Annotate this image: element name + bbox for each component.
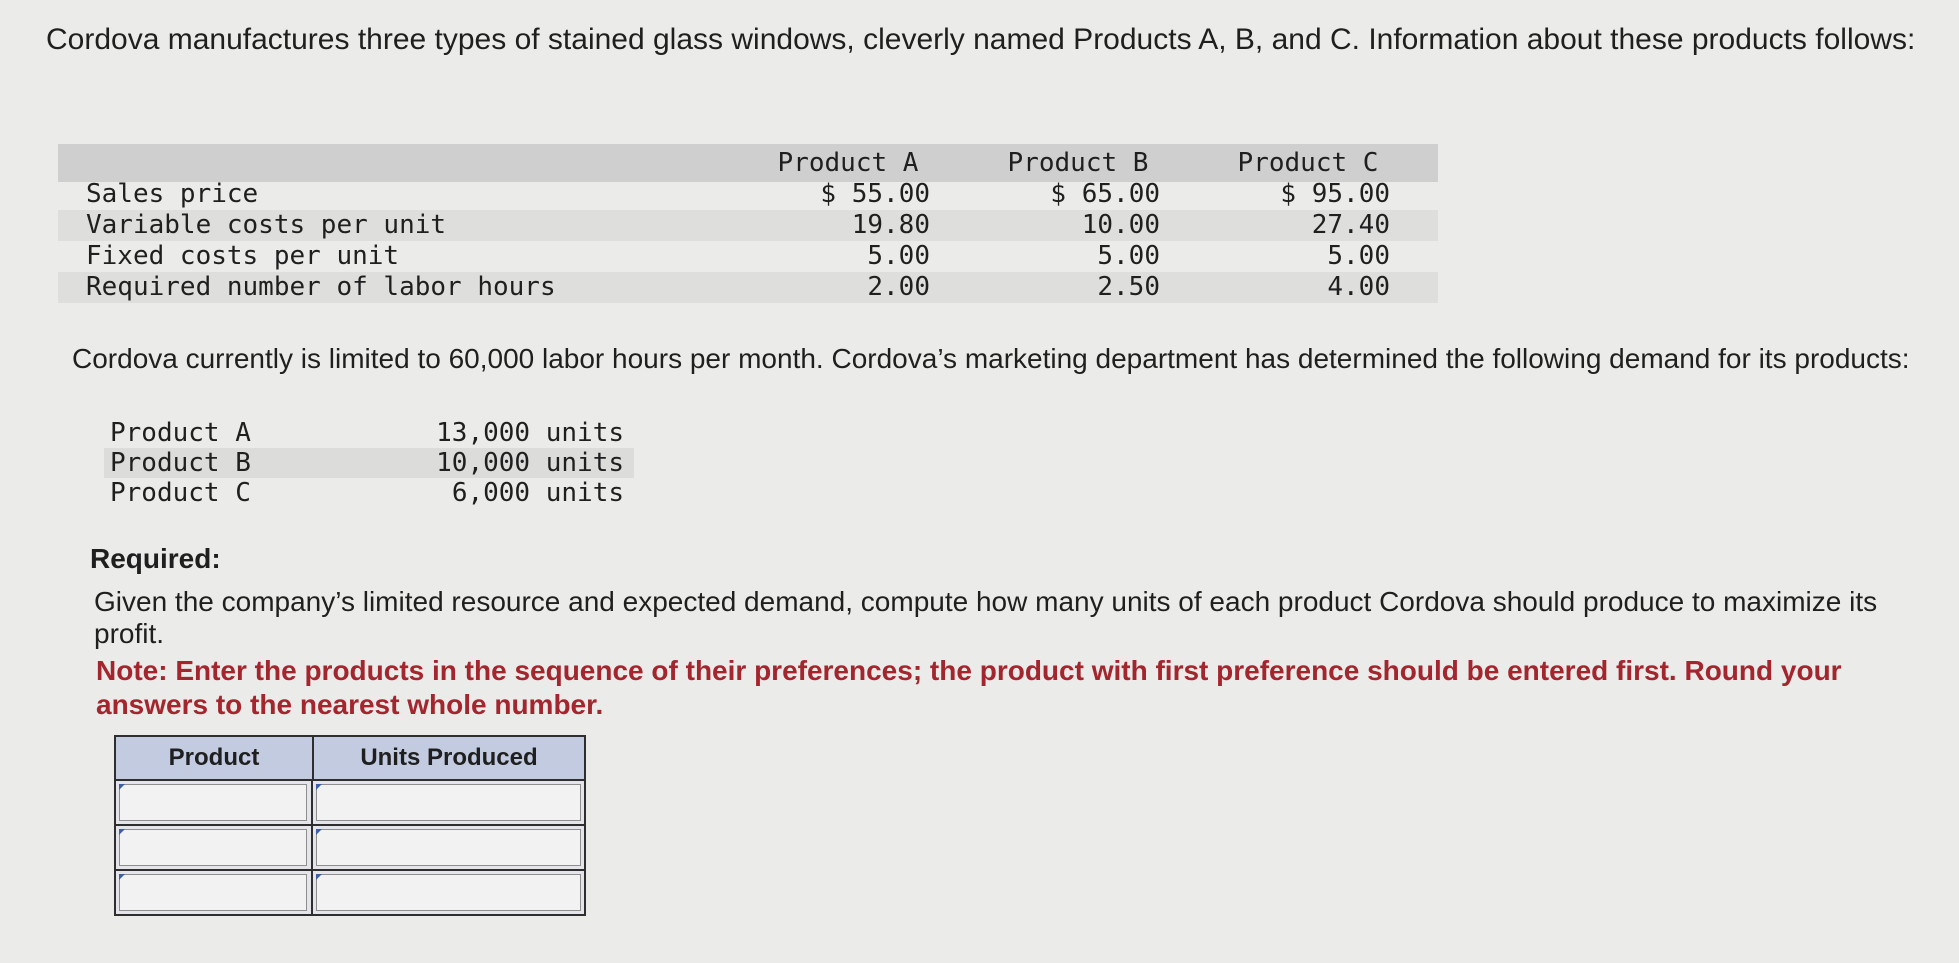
cell-value: $ 55.00 — [820, 179, 930, 209]
answer-table-header — [116, 737, 584, 781]
units-input-cell[interactable] — [316, 829, 581, 866]
row-label: Variable costs per unit — [86, 210, 447, 240]
dropdown-marker-icon — [119, 784, 125, 790]
demand-product: Product B — [110, 448, 251, 478]
column-divider — [311, 781, 313, 824]
cell-value: $ 95.00 — [1280, 179, 1390, 209]
dropdown-marker-icon — [316, 784, 322, 790]
units-input[interactable] — [317, 875, 580, 910]
product-input-cell[interactable] — [119, 874, 307, 911]
dropdown-marker-icon — [316, 874, 322, 880]
cell-value: 5.00 — [867, 241, 930, 271]
table-row — [58, 179, 1438, 210]
cell-value: 10.00 — [1081, 210, 1160, 240]
demand-units: 13,000 units — [436, 418, 624, 448]
column-header-product-b: Product B — [1007, 148, 1149, 178]
row-label: Required number of labor hours — [86, 272, 556, 302]
demand-table — [104, 418, 644, 508]
demand-product: Product A — [110, 418, 251, 448]
demand-row — [104, 478, 634, 508]
cell-value: 2.00 — [867, 272, 930, 302]
header-product: Product — [116, 737, 314, 779]
cell-value: 4.00 — [1327, 272, 1390, 302]
dropdown-marker-icon — [119, 829, 125, 835]
units-input-cell[interactable] — [316, 784, 581, 821]
column-header-product-c: Product C — [1237, 148, 1379, 178]
answer-row — [116, 826, 584, 871]
table-header — [58, 144, 1438, 182]
cell-value: 5.00 — [1097, 241, 1160, 271]
demand-row — [104, 448, 634, 478]
product-input-cell[interactable] — [119, 829, 307, 866]
cell-value: 19.80 — [851, 210, 930, 240]
answer-row — [116, 871, 584, 914]
table-row — [58, 272, 1438, 303]
answer-row — [116, 781, 584, 826]
demand-product: Product C — [110, 478, 251, 508]
table-row — [58, 210, 1438, 241]
units-input[interactable] — [317, 785, 580, 820]
problem-intro: Cordova manufactures three types of stained glass windows, cleverly named Products A, B, and C. Information about these products follows: — [46, 23, 1916, 56]
units-input[interactable] — [317, 830, 580, 865]
required-heading: Required: — [90, 543, 221, 574]
row-label: Fixed costs per unit — [86, 241, 400, 271]
cell-value: 5.00 — [1327, 241, 1390, 271]
demand-units: 6,000 units — [451, 478, 624, 508]
demand-units: 10,000 units — [436, 448, 624, 478]
dropdown-marker-icon — [316, 829, 322, 835]
cell-value: $ 65.00 — [1050, 179, 1160, 209]
product-input[interactable] — [120, 785, 306, 820]
units-input-cell[interactable] — [316, 874, 581, 911]
labor-limit-text: Cordova currently is limited to 60,000 labor hours per month. Cordova’s marketing department has determined the following demand for its products: — [72, 343, 1910, 374]
answer-table — [114, 735, 586, 916]
note-text: Note: Enter the products in the sequence of their preferences; the product with first preference should be entered first. Round your answers to the nearest whole number. — [96, 655, 1842, 720]
cell-value: 2.50 — [1097, 272, 1160, 302]
product-input[interactable] — [120, 830, 306, 865]
product-input[interactable] — [120, 875, 306, 910]
column-divider — [311, 871, 313, 914]
column-header-product-a: Product A — [777, 148, 919, 178]
cell-value: 27.40 — [1311, 210, 1390, 240]
header-units-produced: Units Produced — [360, 744, 538, 771]
demand-row — [104, 418, 634, 448]
dropdown-marker-icon — [119, 874, 125, 880]
column-divider — [311, 826, 313, 869]
product-input-cell[interactable] — [119, 784, 307, 821]
row-label: Sales price — [86, 179, 259, 209]
required-text: Given the company’s limited resource and expected demand, compute how many units of each product Cordova should produce to maximize its profit. — [94, 586, 1878, 649]
table-row — [58, 241, 1438, 272]
